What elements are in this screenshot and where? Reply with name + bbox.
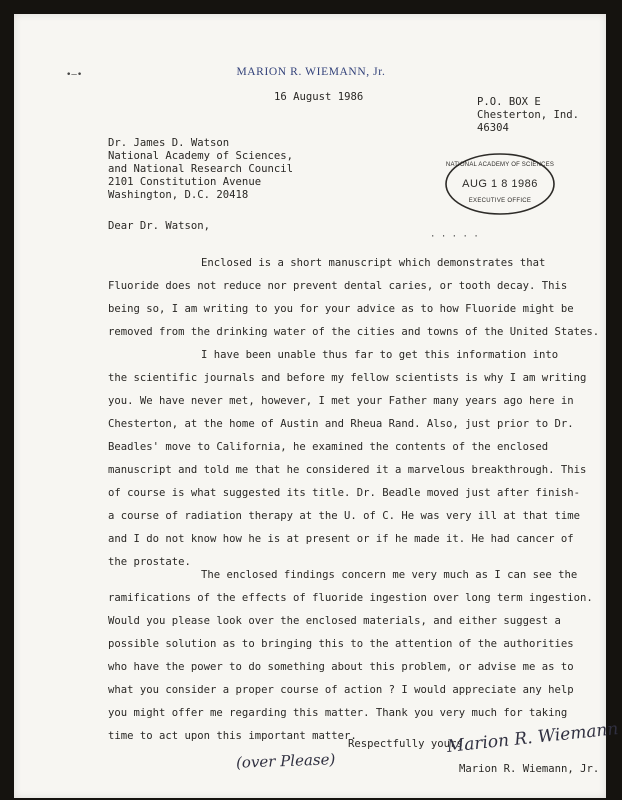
margin-mark: •—• xyxy=(66,70,83,80)
body-line: you. We have never met, however, I met your Father many years ago here in xyxy=(108,395,574,407)
stamp-org: NATIONAL ACADEMY OF SCIENCES xyxy=(445,162,555,168)
return-address-line-2: Chesterton, Ind. xyxy=(477,109,580,121)
recipient-line-2: National Academy of Sciences, xyxy=(108,150,293,162)
stamp-office: EXECUTIVE OFFICE xyxy=(468,198,532,204)
return-address-line-1: P.O. BOX E xyxy=(477,96,541,108)
recipient-line-1: Dr. James D. Watson xyxy=(108,137,230,149)
body-line: time to act upon this important matter. xyxy=(108,730,357,742)
body-line: The enclosed findings concern me very much as I can see the xyxy=(201,569,578,581)
body-line: Beadles' move to California, he examined the contents of the enclosed xyxy=(108,441,549,453)
recipient-line-4: 2101 Constitution Avenue xyxy=(108,176,262,188)
return-address-line-3: 46304 xyxy=(477,122,509,134)
body-line: I have been unable thus far to get this information into xyxy=(201,349,559,361)
received-stamp xyxy=(444,152,556,216)
body-line: you might offer me regarding this matter. Thank you very much for taking xyxy=(108,707,568,719)
body-line: and I do not know how he is at present or if he made it. He had cancer of xyxy=(108,533,574,545)
closing: Respectfully yours, xyxy=(348,738,470,750)
body-line: ramifications of the effects of fluoride ingestion over long term ingestion. xyxy=(108,592,593,604)
body-line: Would you please look over the enclosed materials, and either suggest a xyxy=(108,615,561,627)
body-line: Fluoride does not reduce nor prevent dental caries, or tooth decay. This xyxy=(108,280,568,292)
body-line: a course of radiation therapy at the U. of C. He was very ill at that time xyxy=(108,510,580,522)
typed-name: Marion R. Wiemann, Jr. xyxy=(459,763,600,775)
body-line: who have the power to do something about this problem, or advise me as to xyxy=(108,661,574,673)
signature: Marion R. Wiemann xyxy=(445,719,620,757)
body-line: the prostate. xyxy=(108,556,191,568)
body-line: Chesterton, at the home of Austin and Rheua Rand. Also, just prior to Dr. xyxy=(108,418,574,430)
body-line: Enclosed is a short manuscript which demonstrates that xyxy=(201,257,546,269)
body-line: possible solution as to bringing this to the attention of the authorities xyxy=(108,638,574,650)
body-line: of course is what suggested its title. Dr. Beadle moved just after finish- xyxy=(108,487,580,499)
body-line: the scientific journals and before my fellow scientists is why I am writing xyxy=(108,372,587,384)
stamp-date: AUG 1 8 1986 xyxy=(462,178,538,190)
letterhead: MARION R. WIEMANN, Jr. xyxy=(236,66,386,78)
margin-mark: · · · · · xyxy=(430,232,479,242)
body-line: removed from the drinking water of the cities and towns of the United States. xyxy=(108,326,600,338)
salutation: Dear Dr. Watson, xyxy=(108,220,211,232)
handwritten-note: (over Please) xyxy=(235,750,336,772)
body-line: being so, I am writing to you for your advice as to how Fluoride might be xyxy=(108,303,574,315)
recipient-line-3: and National Research Council xyxy=(108,163,293,175)
recipient-line-5: Washington, D.C. 20418 xyxy=(108,189,249,201)
body-line: what you consider a proper course of action ? I would appreciate any help xyxy=(108,684,574,696)
letter-date: 16 August 1986 xyxy=(274,91,364,103)
body-line: manuscript and told me that he considered it a marvelous breakthrough. This xyxy=(108,464,587,476)
